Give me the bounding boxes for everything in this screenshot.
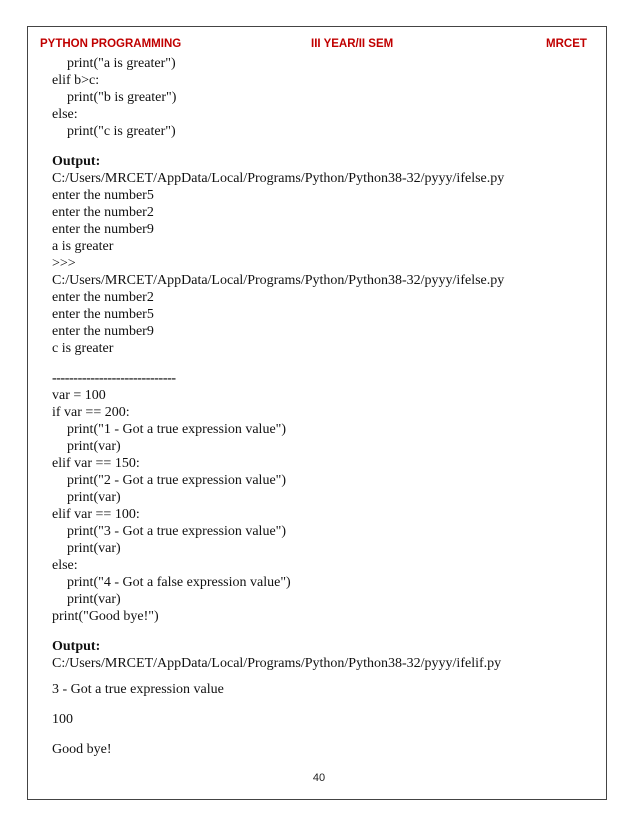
- output-block-1: [52, 170, 602, 357]
- header-college: MRCET: [546, 38, 587, 50]
- output-line: enter the number5: [52, 307, 154, 322]
- code-line: print("b is greater"): [67, 90, 177, 105]
- code-line: else:: [52, 107, 78, 122]
- output-bye-line: Good bye!: [52, 742, 112, 757]
- output-line: enter the number9: [52, 222, 154, 237]
- code-line: print("a is greater"): [67, 56, 176, 71]
- output-line: enter the number2: [52, 290, 154, 305]
- code-line: print("c is greater"): [67, 124, 176, 139]
- code-line: if var == 200:: [52, 405, 130, 420]
- separator-line: -----------------------------: [52, 371, 176, 386]
- page-content: [52, 55, 602, 758]
- output-heading-1: Output:: [52, 154, 101, 169]
- output-result-line: 3 - Got a true expression value: [52, 682, 224, 697]
- code-line: var = 100: [52, 388, 106, 403]
- code-line: elif var == 100:: [52, 507, 140, 522]
- code-line: print(var): [67, 490, 121, 505]
- code-line: print("2 - Got a true expression value"): [67, 473, 287, 488]
- header-year: III YEAR/II SEM: [311, 38, 394, 50]
- code-block-1: [52, 55, 602, 140]
- output-line: C:/Users/MRCET/AppData/Local/Programs/Python/Python38-32/pyyy/ifelse.py: [52, 273, 505, 288]
- code-line: print("3 - Got a true expression value"): [67, 524, 287, 539]
- output-value-line: 100: [52, 712, 73, 727]
- code-line: else:: [52, 558, 78, 573]
- output-line: >>>: [52, 256, 76, 271]
- code-line: print(var): [67, 541, 121, 556]
- output-heading-2: Output:: [52, 639, 101, 654]
- code-line: print(var): [67, 592, 121, 607]
- output-line: enter the number5: [52, 188, 154, 203]
- header-course: PYTHON PROGRAMMING: [40, 38, 182, 50]
- output-line: enter the number2: [52, 205, 154, 220]
- output-line: a is greater: [52, 239, 114, 254]
- output-path: C:/Users/MRCET/AppData/Local/Programs/Python/Python38-32/pyyy/ifelif.py: [52, 656, 502, 671]
- output-line: C:/Users/MRCET/AppData/Local/Programs/Python/Python38-32/pyyy/ifelse.py: [52, 171, 505, 186]
- code-block-2: [52, 387, 602, 625]
- output-line: enter the number9: [52, 324, 154, 339]
- output-line: c is greater: [52, 341, 114, 356]
- code-line: elif b>c:: [52, 73, 100, 88]
- page-header: [0, 38, 638, 54]
- code-line: elif var == 150:: [52, 456, 140, 471]
- code-line: print("4 - Got a false expression value"): [67, 575, 291, 590]
- page-number: 40: [312, 772, 326, 784]
- code-line: print("Good bye!"): [52, 609, 159, 624]
- code-line: print(var): [67, 439, 121, 454]
- code-line: print("1 - Got a true expression value"): [67, 422, 287, 437]
